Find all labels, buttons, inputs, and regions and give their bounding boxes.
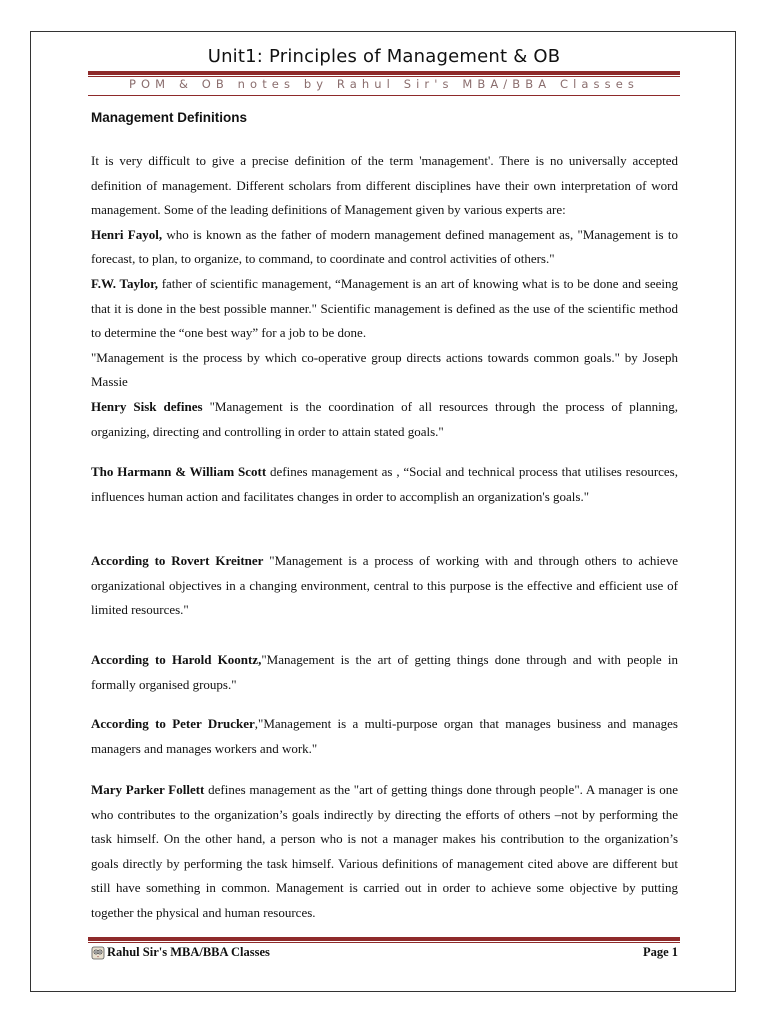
kreitner-text: "Management is a process of working with and through others to achieve organizational objectives in a changing environment, central to this purpose is the effective and efficient use of limited resources." [91,553,679,618]
header-rule-thick [88,71,680,75]
koontz-paragraph [91,648,678,697]
follett-paragraph [91,778,678,926]
footer-rule-thin [88,942,680,943]
harmann-name: Tho Harmann & William Scott [91,464,267,479]
follett-text: defines management as the "art of getting things done through people". A manager is one who contributes to the organization’s goals indirectly by directing the efforts of others –not by performing the task himself. On the other hand, a person who is not a manager makes his contribution to the organization’s goals directly by performing the task himself. Various definitions of management cited above are different but still have something in common. Management is carried out in order to achieve some objective by putting together the physical and human resources. [91,782,678,920]
sisk-text: "Management is the coordination of all resources through the process of planning, organizing, directing and controlling in order to attain stated goals." [91,398,679,439]
kreitner-paragraph [91,549,678,623]
koontz-text: "Management is the art of getting things done through and with people in formally organised groups." [91,652,678,692]
footer-left [91,945,270,960]
fayol-name: Henri Fayol, [91,226,163,242]
sisk-name: Henry Sisk defines [91,398,203,414]
kreitner-name: According to Rovert Kreitner [91,553,264,568]
fayol-paragraph [91,223,678,272]
drucker-text: ,"Management is a multi-purpose organ that manages business and manages managers and manages workers and work." [91,716,678,756]
page-number: Page 1 [642,945,678,959]
footer-rule-thick [88,937,680,941]
owl-logo-icon [91,946,105,960]
body-block-harmann [91,460,678,509]
footer-left-text: Rahul Sir's MBA/BBA Classes [107,945,270,959]
body-block-kreitner [91,549,678,623]
drucker-name: According to Peter Drucker [91,716,255,731]
page-title: Unit1: Principles of Management & OB [207,46,561,67]
fayol-text: who is known as the father of modern management defined management as, "Management is to forecast, to plan, to organize, to command, to coordinate and control activities of others." [91,226,679,267]
body-block-follett [91,778,678,926]
header-subtitle: POM & OB notes by Rahul Sir's MBA/BBA Classes [128,77,640,91]
sisk-paragraph [91,395,678,444]
harmann-text: defines management as , “Social and technical process that utilises resources, influences human action and facilitates changes in order to accomplish an organization's goals." [91,464,678,504]
massie-paragraph: "Management is the process by which co-operative group directs actions towards common goals." by Joseph Massie [91,349,678,390]
koontz-name: According to Harold Koontz, [91,652,262,667]
harmann-paragraph [91,460,678,509]
section-heading: Management Definitions [91,110,248,125]
taylor-paragraph [91,272,678,346]
drucker-paragraph [91,712,678,761]
intro-paragraph: It is very difficult to give a precise definition of the term 'management'. There is no universally accepted definition of management. Different scholars from different disciplines have their own interpretation of word management. Some of the leading definitions of Management given by various experts are: [91,153,678,218]
body-block-koontz [91,648,678,697]
body-block-drucker [91,712,678,761]
follett-name: Mary Parker Follett [91,782,205,797]
taylor-name: F.W. Taylor, [91,275,158,291]
taylor-text: father of scientific management, “Management is an art of knowing what is to be done and seeing that it is done in the best possible manner." Scientific management is defined as the use of the scientific method to determine the “one best way” for a job to be done. [91,275,678,341]
header-rule-bottom [88,95,680,96]
body-block-1 [91,149,678,444]
